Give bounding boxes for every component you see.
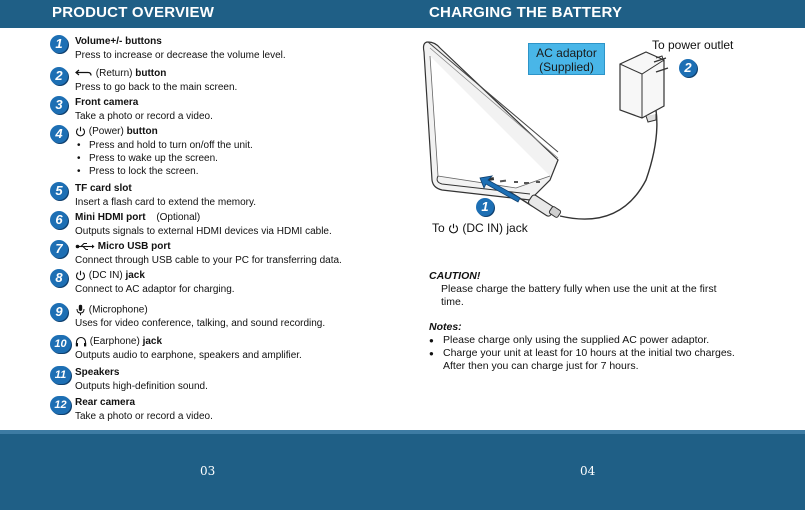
item-prefix: (Microphone) (88, 304, 148, 316)
page-number-left: 03 (200, 464, 216, 478)
badge-7: 7 (50, 240, 68, 258)
badge-12: 12 (50, 396, 71, 414)
item-title: Speakers (75, 367, 120, 378)
item-desc: Connect through USB cable to your PC for transferring data. (75, 255, 342, 266)
adaptor-label-line-2: (Supplied) (539, 60, 594, 74)
footer-bar (0, 430, 805, 510)
item-desc: Connect to AC adaptor for charging. (75, 284, 235, 295)
item-title: Mini HDMI port (75, 212, 146, 223)
item-title: Front camera (75, 97, 139, 108)
badge-9: 9 (50, 303, 68, 321)
item-prefix: (DC IN) (88, 270, 126, 282)
return-arrow-icon (75, 68, 93, 78)
ac-adaptor (620, 52, 668, 122)
diagram-marker-2: 2 (679, 59, 697, 77)
badge-8: 8 (50, 269, 68, 287)
item-desc: Press to increase or decrease the volume level. (75, 50, 286, 61)
jack-label-suffix: (DC IN) jack (462, 221, 528, 235)
item-desc: Take a photo or record a video. (75, 411, 213, 422)
dc-in-jack-label (432, 221, 528, 235)
item-prefix: (Return) (95, 68, 136, 79)
badge-3: 3 (50, 96, 68, 114)
item-heading (75, 212, 200, 223)
charging-title: CHARGING THE BATTERY (429, 4, 623, 21)
item-desc: Insert a flash card to extend the memory. (75, 197, 257, 208)
item-heading (75, 304, 148, 316)
power-icon (75, 270, 86, 281)
jack-label-prefix: To (432, 221, 449, 235)
ac-adaptor-label (528, 43, 605, 75)
item-heading (75, 126, 158, 137)
usb-icon (75, 242, 95, 251)
badge-1: 1 (50, 35, 68, 53)
item-title: Micro USB port (97, 241, 171, 252)
microphone-icon (75, 304, 86, 316)
power-icon (448, 223, 459, 234)
bullet-item: • Press to lock the screen. (75, 165, 253, 178)
badge-4: 4 (50, 125, 68, 143)
item-heading (75, 68, 166, 79)
item-title: TF card slot (75, 183, 132, 194)
footer-rule (0, 430, 805, 434)
item-title: Rear camera (75, 397, 136, 408)
item-title: Volume+/- buttons (75, 36, 162, 47)
notes-list (429, 334, 789, 360)
item-desc: Take a photo or record a video. (75, 111, 213, 122)
power-bullets (75, 139, 253, 178)
item-heading (75, 270, 145, 281)
item-desc: Press to go back to the main screen. (75, 82, 238, 93)
item-desc: Uses for video conference, talking, and sound recording. (75, 318, 326, 329)
power-outlet-label: To power outlet (652, 38, 734, 52)
bullet-item: • Press and hold to turn on/off the unit. (75, 139, 253, 152)
badge-6: 6 (50, 211, 68, 229)
badge-2: 2 (50, 67, 68, 85)
page-number-right: 04 (580, 464, 596, 478)
item-prefix: (Power) (88, 126, 127, 138)
item-title: jack (125, 270, 145, 282)
notes-section (429, 321, 789, 373)
notes-title: Notes: (429, 321, 462, 333)
adaptor-label-line-1: AC adaptor (536, 46, 597, 60)
note-item: ● Charge your unit at least for 10 hours at the initial two charges. (429, 347, 789, 360)
item-desc: Outputs high-definition sound. (75, 381, 208, 392)
caution-title: CAUTION! (429, 270, 481, 282)
note-item: ● Please charge only using the supplied AC power adaptor. (429, 334, 789, 347)
note-item-continuation: After then you can charge just for 7 hours. (443, 360, 639, 372)
item-title: button (135, 68, 167, 79)
product-overview-title: PRODUCT OVERVIEW (52, 4, 215, 21)
item-title: button (126, 126, 158, 138)
badge-11: 11 (50, 366, 71, 384)
item-heading (75, 336, 162, 347)
item-heading (75, 241, 171, 252)
caution-text-1: Please charge the battery fully when use the unit at the first (441, 283, 717, 295)
power-icon (75, 126, 86, 137)
diagram-marker-1: 1 (476, 198, 494, 216)
item-desc: Outputs audio to earphone, speakers and amplifier. (75, 350, 302, 361)
badge-10: 10 (50, 335, 71, 353)
item-prefix: (Earphone) (89, 336, 143, 348)
caution-section (429, 270, 769, 309)
earphone-icon (75, 336, 87, 347)
item-suffix: (Optional) (156, 212, 201, 223)
item-title: jack (142, 336, 163, 348)
item-desc: Outputs signals to external HDMI devices via HDMI cable. (75, 226, 332, 237)
caution-text-2: time. (441, 296, 464, 308)
bullet-item: • Press to wake up the screen. (75, 152, 253, 165)
badge-5: 5 (50, 182, 68, 200)
